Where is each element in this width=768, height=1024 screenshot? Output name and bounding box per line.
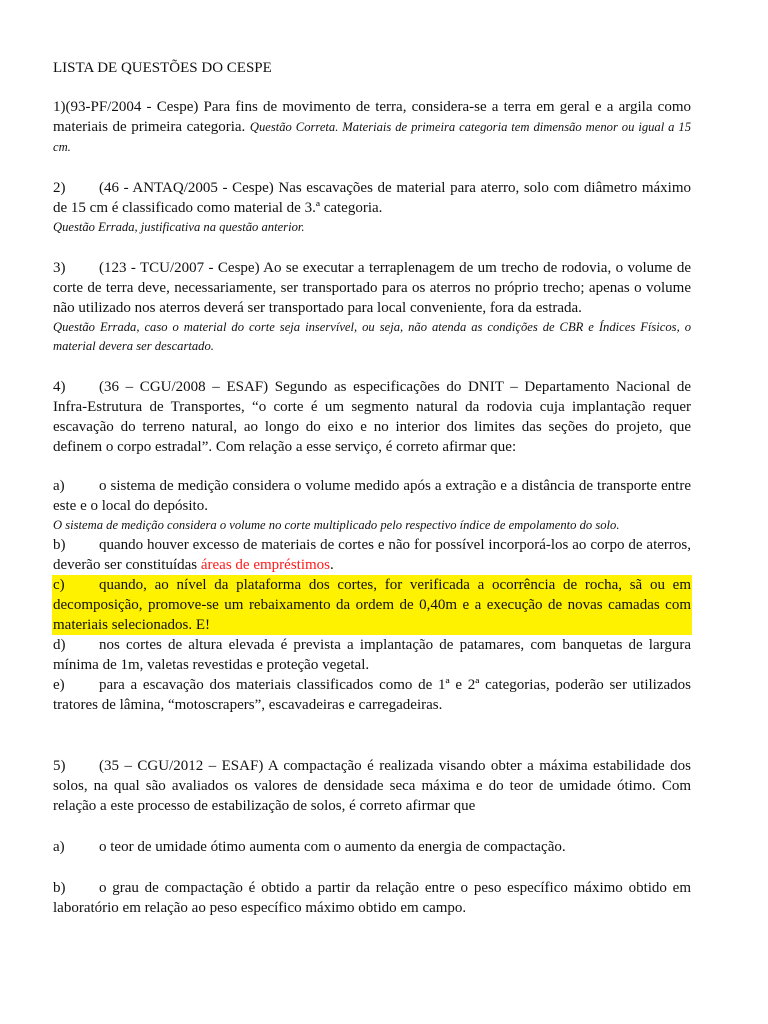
option-b-text: quando houver excesso de materiais de cortes e não for possível incorporá-los ao corpo de aterros, deverão ser constituídas: [53, 537, 691, 573]
question-4-option-a: [53, 476, 691, 516]
question-4-option-a-note: O sistema de medição considera o volume no corte multiplicado pelo respectivo índice de empolamento do solo.: [53, 518, 620, 532]
document-page: [53, 58, 691, 918]
question-4-option-d: [53, 635, 691, 675]
option-e-label: e): [53, 677, 65, 693]
option-a-label: a): [53, 478, 65, 494]
question-3: [53, 258, 691, 318]
question-4-option-b: [53, 535, 691, 575]
question-2-number: 2): [53, 180, 66, 196]
option-c-label: c): [53, 577, 65, 593]
option-b-red-text: áreas de empréstimos: [200, 557, 330, 573]
option-a-text: o sistema de medição considera o volume medido após a extração e a distância de transporte entre este e o local do depósito.: [53, 478, 691, 514]
question-4-option-c-highlighted: [52, 575, 692, 635]
question-4: [53, 377, 691, 457]
q5-option-b-label: b): [53, 880, 66, 896]
q5-option-a-text: o teor de umidade ótimo aumenta com o aumento da energia de compactação.: [99, 839, 566, 855]
question-4-number: 4): [53, 379, 66, 395]
question-5-text: (35 – CGU/2012 – ESAF) A compactação é realizada visando obter a máxima estabilidade dos solos, na qual são avaliados os valores de densidade seca máxima e do teor de umidade ótimo. Com relação a este processo de estabilização de solos, é correto afirmar que: [53, 758, 691, 814]
q5-option-b-text: o grau de compactação é obtido a partir da relação entre o peso específico máximo obtido em laboratório em relação ao peso específico máximo obtido em campo.: [53, 880, 691, 916]
question-5-option-b: [53, 878, 691, 918]
question-4-option-e: [53, 675, 691, 715]
question-1: [53, 97, 691, 157]
option-b-label: b): [53, 537, 66, 553]
question-3-number: 3): [53, 260, 66, 276]
q5-option-a-label: a): [53, 839, 65, 855]
question-1-text: 1)(93-PF/2004 - Cespe) Para fins de movimento de terra, considera-se a terra em geral e a argila como materiais de primeira categoria.: [53, 99, 691, 135]
question-4-text: (36 – CGU/2008 – ESAF) Segundo as especificações do DNIT – Departamento Nacional de Infra-Estrutura de Transportes, “o corte é um segmento natural da rodovia cuja implantação requer escavação do terreno natural, ao longo do eixo e no interior dos limites das seções do projeto, que definem o corpo estradal”. Com relação a esse serviço, é correto afirmar que:: [53, 379, 691, 455]
question-2-note: Questão Errada, justificativa na questão anterior.: [53, 220, 305, 234]
option-d-text: nos cortes de altura elevada é prevista a implantação de patamares, com banquetas de largura mínima de 1m, valetas revestidas e proteção vegetal.: [53, 637, 691, 673]
question-5: [53, 756, 691, 816]
option-d-label: d): [53, 637, 66, 653]
option-e-text: para a escavação dos materiais classificados como de 1ª e 2ª categorias, poderão ser utilizados tratores de lâmina, “motoscrapers”, escavadeiras e carregadeiras.: [53, 677, 691, 713]
question-5-option-a: [53, 837, 691, 857]
page-title: LISTA DE QUESTÕES DO CESPE: [53, 60, 272, 76]
question-2: [53, 178, 691, 218]
question-3-note: Questão Errada, caso o material do corte seja inservível, ou seja, não atenda as condições de CBR e Índices Físicos, o material devera ser descartado.: [53, 320, 691, 353]
question-3-text: (123 - TCU/2007 - Cespe) Ao se executar a terraplenagem de um trecho de rodovia, o volume de corte de terra deve, necessariamente, ser transportado para os aterros no próprio trecho; apenas o volume não utilizado nos aterros deverá ser transportado para local conveniente, fora da estrada.: [53, 260, 691, 316]
question-1-note: Questão Correta. Materiais de primeira categoria tem dimensão menor ou igual a 15 cm.: [53, 120, 692, 154]
option-b-end: .: [330, 557, 334, 573]
option-c-text: quando, ao nível da plataforma dos cortes, for verificada a ocorrência de rocha, sã ou em decomposição, promove-se um rebaixamento da ordem de 0,40m e a execução de novas camadas com materiais selecionados. E!: [53, 577, 691, 633]
question-2-text: (46 - ANTAQ/2005 - Cespe) Nas escavações de material para aterro, solo com diâmetro máximo de 15 cm é classificado como material de 3.ª categoria.: [53, 180, 691, 216]
question-5-number: 5): [53, 758, 66, 774]
